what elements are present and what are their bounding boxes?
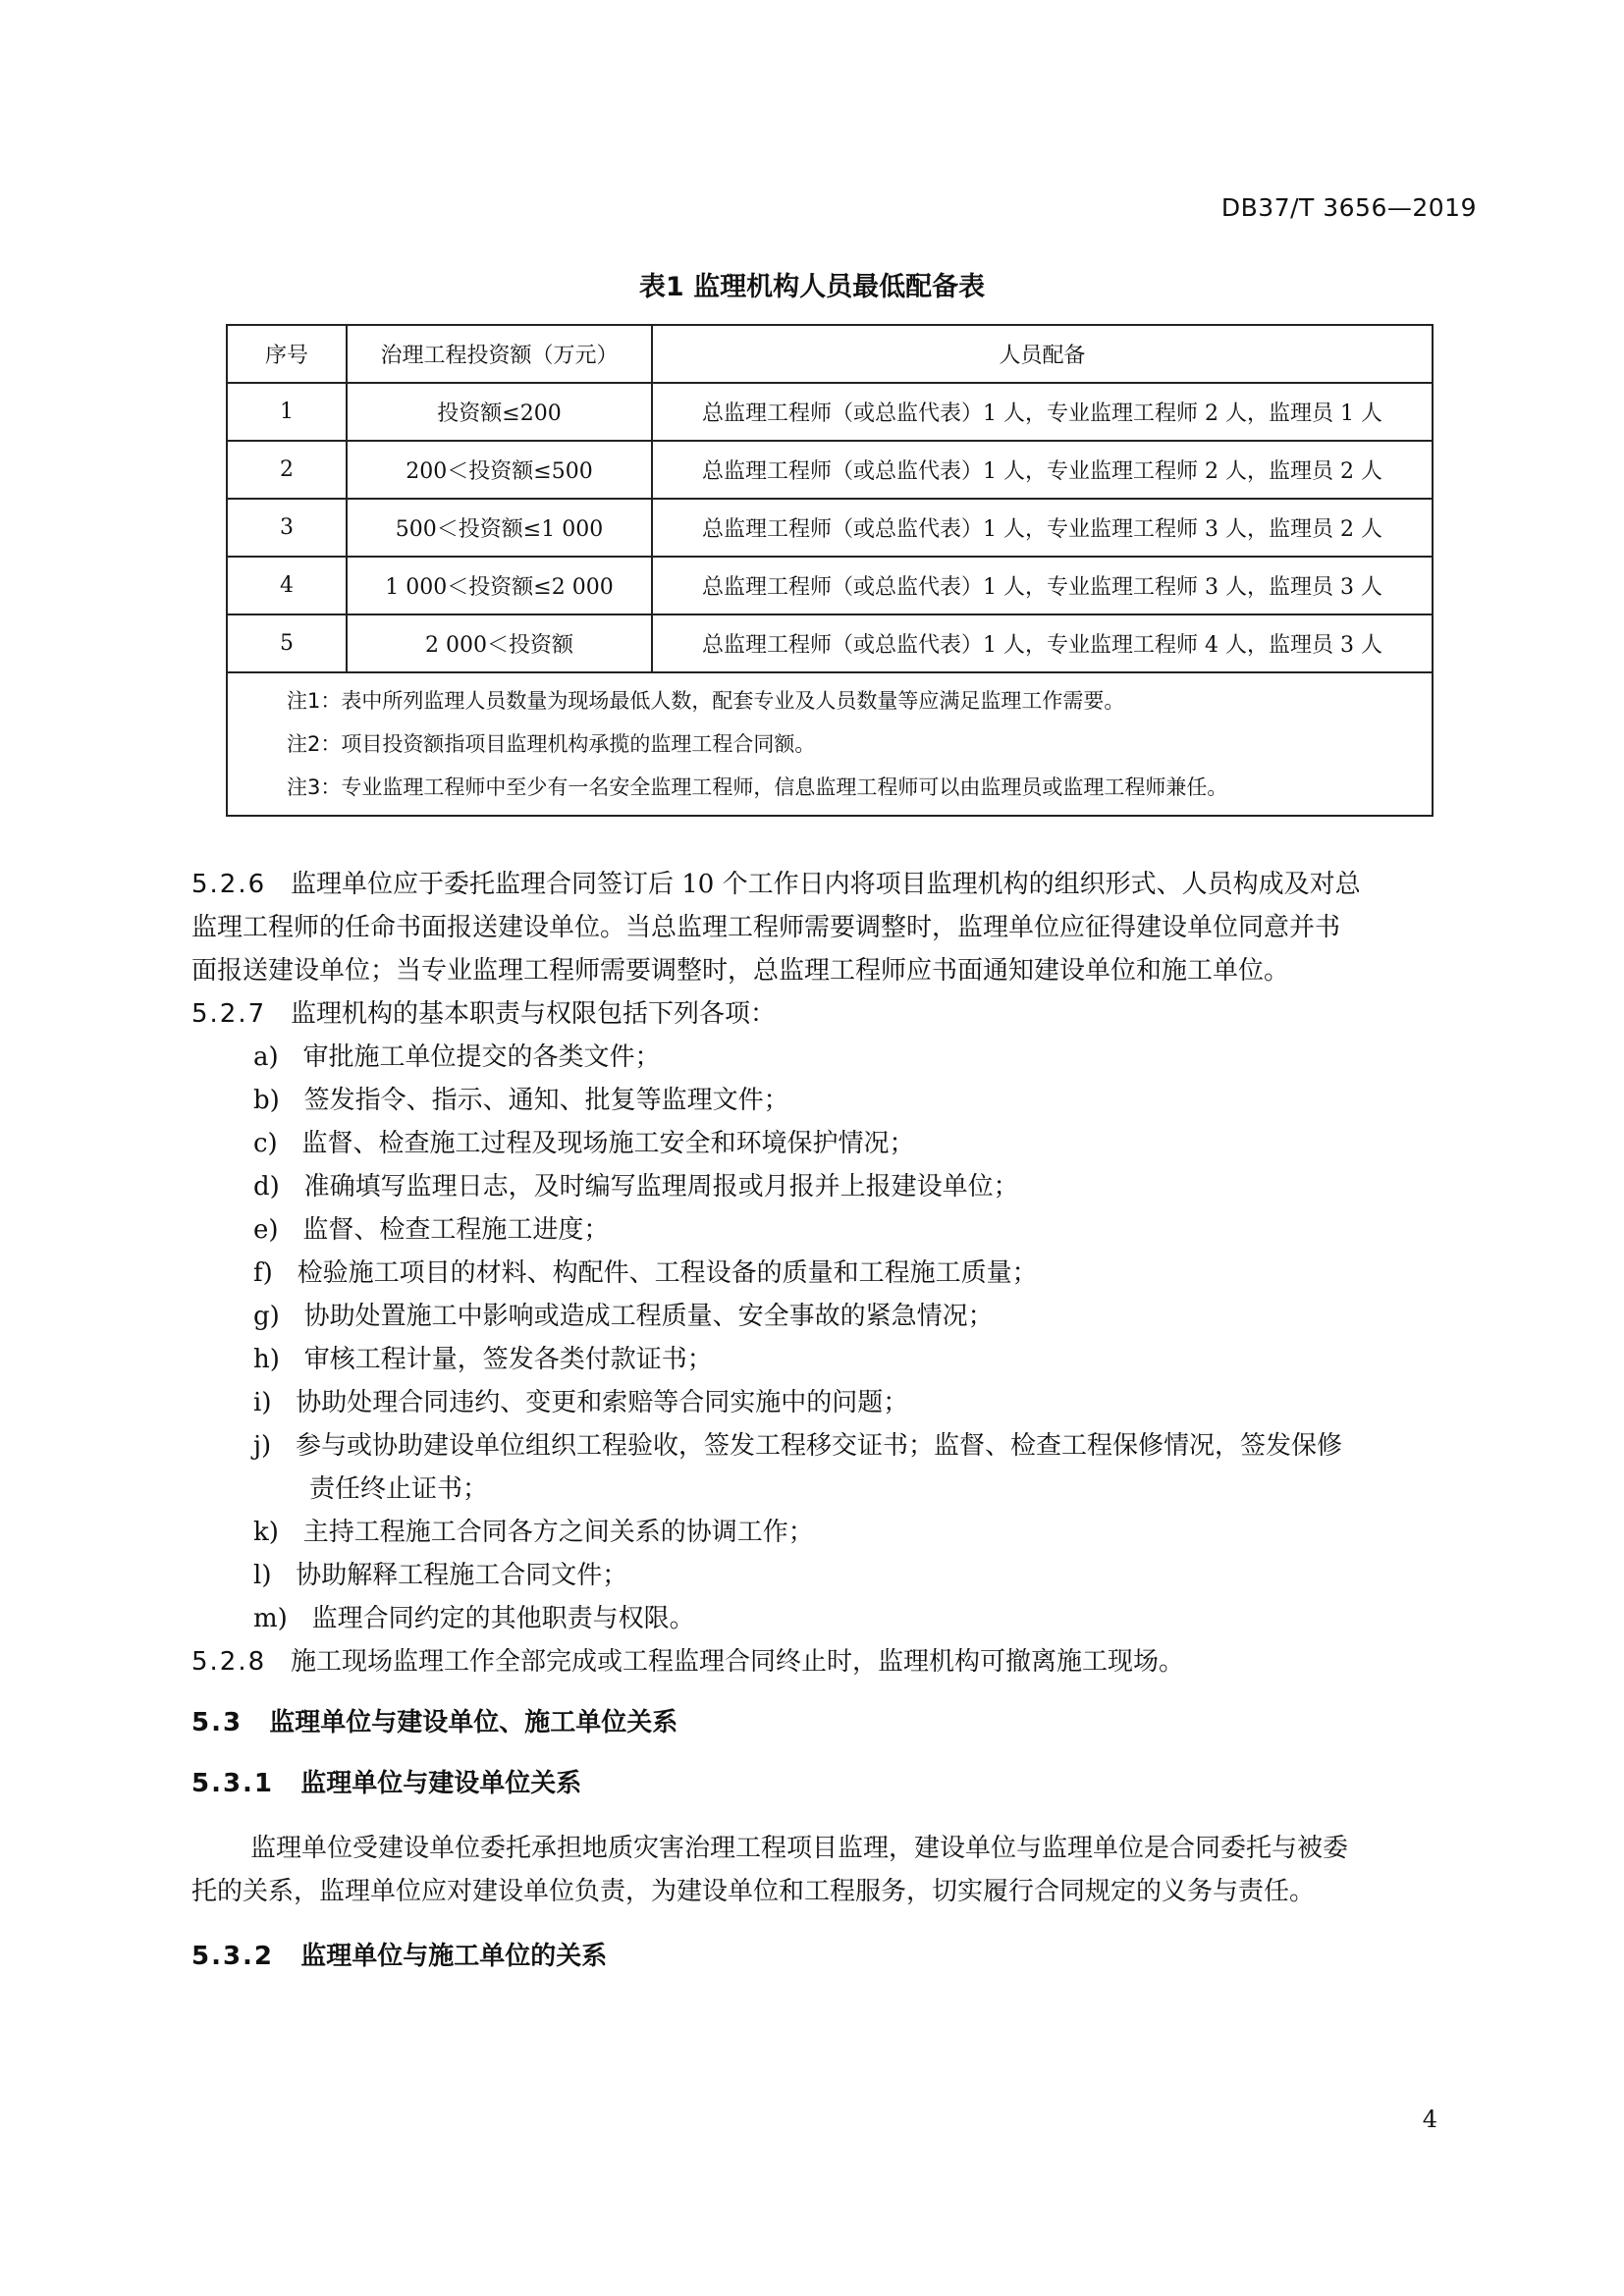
row-investment: 500＜投资额≤1 000: [347, 499, 652, 557]
row-no: 5: [227, 614, 347, 672]
section-number: 5.3: [191, 1708, 244, 1737]
table-header-row: [227, 325, 1433, 383]
list-item: [253, 1339, 713, 1375]
list-label: d): [253, 1172, 280, 1201]
list-label: k): [253, 1518, 279, 1547]
table-row: [227, 383, 1433, 441]
note-text: 表中所列监理人员数量为现场最低人数，配套专业及人员数量等应满足监理工作需要。: [341, 689, 1125, 713]
staffing-table: [226, 324, 1434, 817]
table-note: [287, 766, 1432, 809]
paragraph-line: 托的关系，监理单位应对建设单位负责，为建设单位和工程服务，切实履行合同规定的义务与责任。: [191, 1877, 1316, 1906]
list-label: i): [253, 1388, 272, 1417]
note-text: 专业监理工程师中至少有一名安全监理工程师，信息监理工程师可以由监理员或监理工程师兼任。: [341, 775, 1228, 799]
table-row: [227, 499, 1433, 557]
list-text: 协助处置施工中影响或造成工程质量、安全事故的紧急情况；: [303, 1302, 994, 1331]
list-label: l): [253, 1561, 272, 1590]
list-label: h): [253, 1345, 280, 1374]
row-investment: 1 000＜投资额≤2 000: [347, 557, 652, 614]
clause-number: 5.2.7: [191, 999, 267, 1029]
standard-number: DB37/T 3656—2019: [1220, 193, 1477, 222]
table-row: [227, 614, 1433, 672]
header-investment: 治理工程投资额（万元）: [347, 325, 652, 383]
list-item: [253, 1512, 814, 1548]
row-staffing: 总监理工程师（或总监代表）1 人，专业监理工程师 2 人，监理员 1 人: [652, 383, 1433, 441]
list-item: [253, 1555, 627, 1591]
section-531-heading: [191, 1763, 581, 1799]
header-staffing: 人员配备: [652, 325, 1433, 383]
clause-text: 监理单位应于委托监理合同签订后 10 个工作日内将项目监理机构的组织形式、人员构成及对总: [290, 870, 1361, 899]
list-label: e): [253, 1215, 279, 1245]
table-note: [287, 722, 1432, 766]
list-label: m): [253, 1604, 288, 1633]
list-item: [253, 1382, 908, 1418]
row-no: 1: [227, 383, 347, 441]
page-number: 4: [1422, 2106, 1437, 2133]
list-item: [253, 1209, 609, 1246]
row-staffing: 总监理工程师（或总监代表）1 人，专业监理工程师 4 人，监理员 3 人: [652, 614, 1433, 672]
row-no: 3: [227, 499, 347, 557]
clause-number: 5.2.8: [191, 1647, 267, 1677]
table-notes: [227, 672, 1433, 816]
list-text: 准确填写监理日志，及时编写监理周报或月报并上报建设单位；: [303, 1172, 1019, 1201]
clause-526-line: [191, 864, 1361, 900]
section-title: 监理单位与施工单位的关系: [300, 1942, 608, 1971]
list-label: j): [253, 1431, 272, 1461]
clause-526-line: 面报送建设单位；当专业监理工程师需要调整时，总监理工程师应书面通知建设单位和施工单位。: [191, 956, 1290, 986]
clause-text: 监理机构的基本职责与权限包括下列各项：: [290, 999, 776, 1029]
clause-527-line: [191, 993, 776, 1030]
list-text: 监理合同约定的其他职责与权限。: [311, 1604, 695, 1633]
table-row: [227, 441, 1433, 499]
list-item: [253, 1123, 915, 1159]
row-staffing: 总监理工程师（或总监代表）1 人，专业监理工程师 2 人，监理员 2 人: [652, 441, 1433, 499]
paragraph-line: 监理单位受建设单位委托承担地质灾害治理工程项目监理，建设单位与监理单位是合同委托与被委: [250, 1834, 1349, 1863]
section-53-heading: [191, 1702, 677, 1738]
clause-526-line: 监理工程师的任命书面报送建设单位。当总监理工程师需要调整时，监理单位应征得建设单位同意并书: [191, 913, 1341, 942]
note-tag: 注2：: [287, 732, 342, 756]
section-title: 监理单位与建设单位、施工单位关系: [269, 1708, 678, 1737]
list-label: a): [253, 1042, 279, 1072]
list-item: [253, 1166, 1019, 1202]
list-text: 监督、检查工程施工进度；: [302, 1215, 610, 1245]
list-item: [253, 1080, 789, 1116]
row-no: 4: [227, 557, 347, 614]
clause-text: 施工现场监理工作全部完成或工程监理合同终止时，监理机构可撤离施工现场。: [290, 1647, 1184, 1677]
list-text: 参与或协助建设单位组织工程验收，签发工程移交证书；监督、检查工程保修情况，签发保修: [296, 1431, 1343, 1461]
list-item: [253, 1037, 660, 1073]
note-tag: 注3：: [287, 775, 342, 799]
row-investment: 200＜投资额≤500: [347, 441, 652, 499]
row-staffing: 总监理工程师（或总监代表）1 人，专业监理工程师 3 人，监理员 2 人: [652, 499, 1433, 557]
list-text: 审批施工单位提交的各类文件；: [302, 1042, 661, 1072]
clause-528-line: [191, 1641, 1184, 1678]
table-note: [287, 679, 1432, 722]
list-text: 签发指令、指示、通知、批复等监理文件；: [303, 1086, 789, 1115]
header-no: 序号: [227, 325, 347, 383]
row-no: 2: [227, 441, 347, 499]
clause-number: 5.2.6: [191, 870, 267, 899]
section-532-heading: [191, 1936, 607, 1972]
list-item: [253, 1253, 1038, 1289]
table-row: [227, 557, 1433, 614]
list-item-continuation: 责任终止证书；: [309, 1474, 489, 1504]
list-label: c): [253, 1129, 278, 1158]
list-label: b): [253, 1086, 280, 1115]
list-text: 协助解释工程施工合同文件；: [296, 1561, 628, 1590]
row-investment: 投资额≤200: [347, 383, 652, 441]
list-text: 主持工程施工合同各方之间关系的协调工作；: [302, 1518, 814, 1547]
note-tag: 注1：: [287, 689, 342, 713]
list-label: g): [253, 1302, 280, 1331]
list-text: 协助处理合同违约、变更和索赔等合同实施中的问题；: [296, 1388, 909, 1417]
row-staffing: 总监理工程师（或总监代表）1 人，专业监理工程师 3 人，监理员 3 人: [652, 557, 1433, 614]
note-text: 项目投资额指项目监理机构承揽的监理工程合同额。: [341, 732, 816, 756]
section-title: 监理单位与建设单位关系: [300, 1769, 582, 1798]
list-label: f): [253, 1258, 273, 1288]
row-investment: 2 000＜投资额: [347, 614, 652, 672]
list-item: [253, 1296, 994, 1332]
list-item: [253, 1598, 695, 1634]
list-item: [253, 1425, 1342, 1462]
section-number: 5.3.2: [191, 1942, 275, 1971]
list-text: 监督、检查施工过程及现场施工安全和环境保护情况；: [301, 1129, 915, 1158]
list-text: 审核工程计量，签发各类付款证书；: [303, 1345, 713, 1374]
list-text: 检验施工项目的材料、构配件、工程设备的质量和工程施工质量；: [297, 1258, 1038, 1288]
table-title: 表1 监理机构人员最低配备表: [638, 272, 986, 302]
section-number: 5.3.1: [191, 1769, 275, 1798]
table-notes-row: [227, 672, 1433, 816]
